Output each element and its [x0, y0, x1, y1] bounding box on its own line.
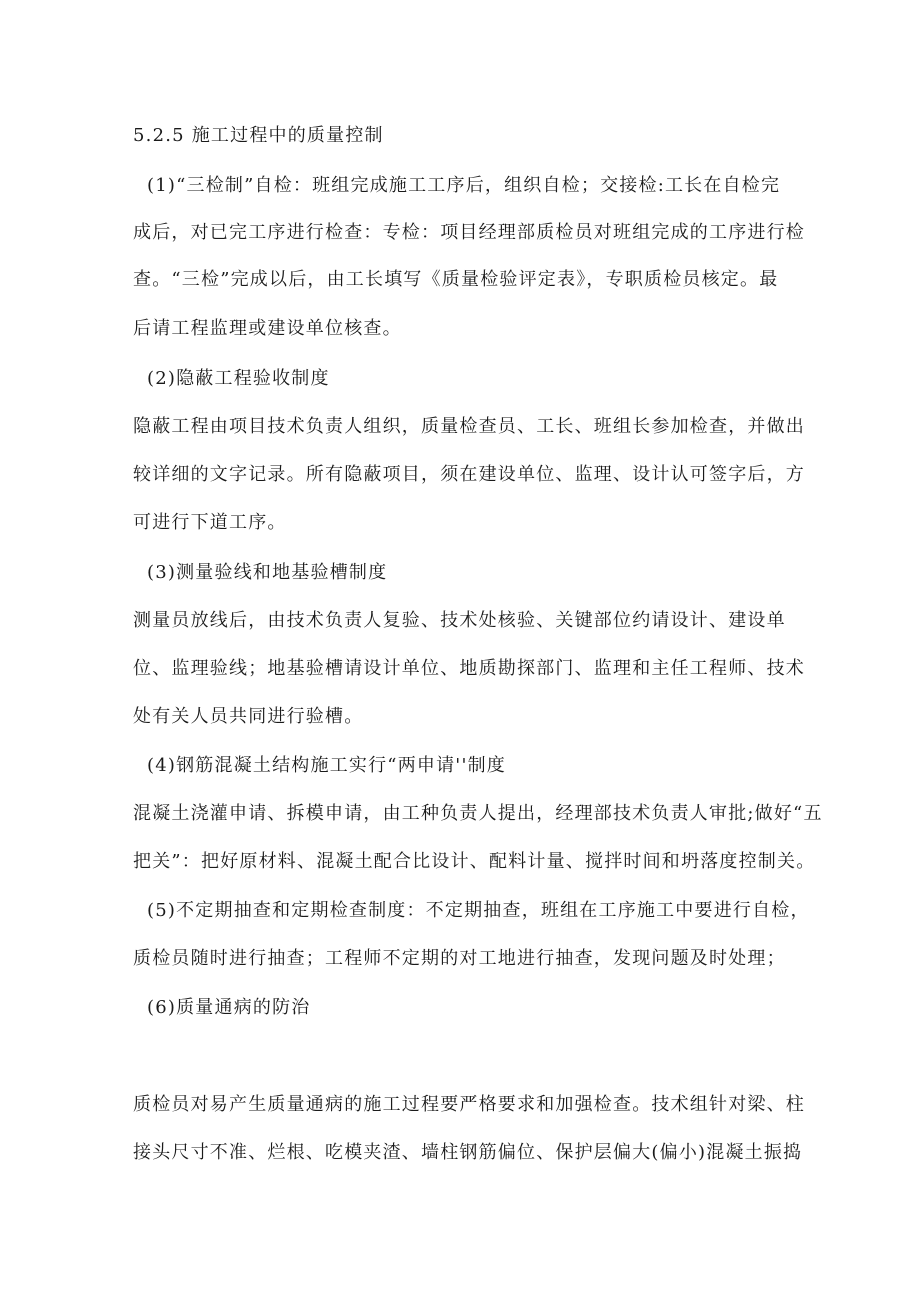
item-5-label: (5)不定期抽查和定期检查制度：不定期抽查，班组在工序施工中要进行自检， [147, 900, 810, 921]
item-4-label: (4)钢筋混凝土结构施工实行“两申请''制度 [147, 755, 506, 776]
paragraph-line: 成后，对已完工序进行检查：专检：项目经理部质检员对班组完成的工序进行检 [133, 222, 805, 243]
paragraph-line: 混凝土浇灌申请、拆模申请，由工种负责人提出，经理部技术负责人审批;做好“五 [133, 803, 823, 824]
item-2-label: (2)隐蔽工程验收制度 [147, 368, 330, 389]
paragraph-line: 测量员放线后，由技术负责人复验、技术处核验、关键部位约请设计、建设单 [133, 610, 786, 631]
paragraph-line: 接头尺寸不准、烂根、吃模夹渣、墙柱钢筋偏位、保护层偏大(偏小)混凝土振捣 [133, 1142, 803, 1163]
section-heading: 5.2.5 施工过程中的质量控制 [133, 125, 384, 146]
paragraph-line: 处有关人员共同进行验槽。 [133, 706, 364, 727]
paragraph-line: 可进行下道工序。 [133, 512, 287, 533]
paragraph-line: 查。“三检”完成以后，由工长填写《质量检验评定表》，专职质检员核定。最 [133, 269, 779, 290]
paragraph-line: 后请工程监理或建设单位核查。 [133, 318, 402, 339]
paragraph-line: 质检员随时进行抽查；工程师不定期的对工地进行抽查，发现问题及时处理； [133, 948, 786, 969]
paragraph-line: 质检员对易产生质量通病的施工过程要严格要求和加强检查。技术组针对梁、柱 [133, 1094, 805, 1115]
item-1-label: (1)“三检制”自检：班组完成施工工序后，组织自检；交接检:工长在自检完 [147, 175, 781, 196]
paragraph-line: 较详细的文字记录。所有隐蔽项目，须在建设单位、监理、设计认可签字后，方 [133, 464, 805, 485]
paragraph-line: 隐蔽工程由项目技术负责人组织，质量检查员、工长、班组长参加检查，并做出 [133, 416, 805, 437]
item-3-label: (3)测量验线和地基验槽制度 [147, 562, 388, 583]
item-6-label: (6)质量通病的防治 [147, 997, 311, 1018]
paragraph-line: 位、监理验线；地基验槽请设计单位、地质勘探部门、监理和主任工程师、技术 [133, 658, 805, 679]
paragraph-line: 把关”：把好原材料、混凝土配合比设计、配料计量、搅拌时间和坍落度控制关。 [133, 851, 816, 872]
